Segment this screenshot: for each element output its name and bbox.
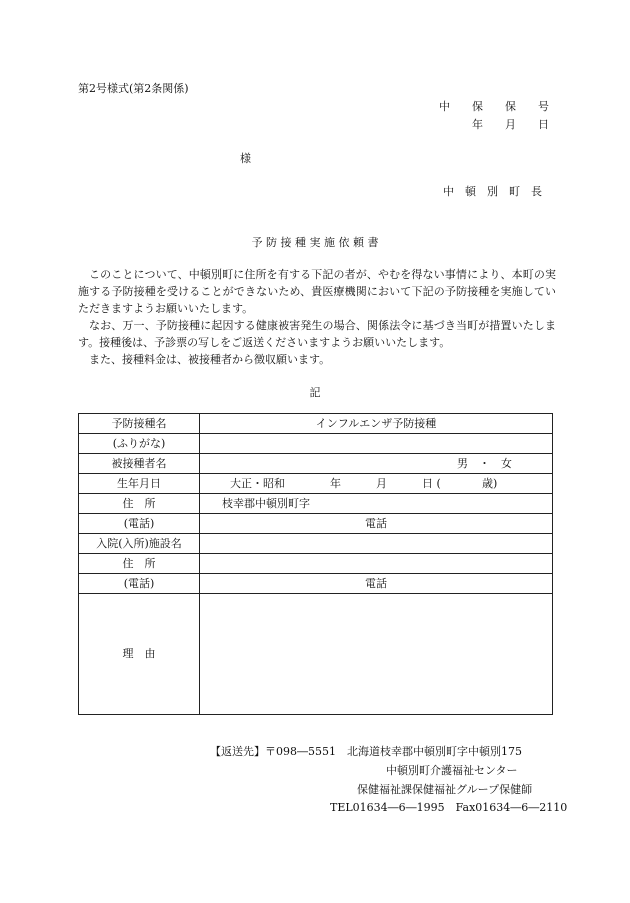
vaccine-name-value: インフルエンザ予防接種	[200, 414, 553, 434]
return-address: 【返送先】〒098―5551 北海道枝幸郡中頓別町字中頓別175	[210, 745, 522, 758]
birthdate-field[interactable]	[200, 474, 553, 494]
month-label: 月	[376, 476, 387, 490]
era-options: 大正・昭和	[230, 476, 285, 490]
row-label: 被接種者名	[79, 454, 200, 474]
facility-name-field[interactable]	[200, 534, 553, 554]
row-label: 生年月日	[79, 474, 200, 494]
row-label: 住 所	[79, 554, 200, 574]
table-row	[79, 514, 553, 534]
table-row	[79, 414, 553, 434]
sex-options: 男 ・ 女	[457, 457, 512, 470]
document-number: 中 保 保 号	[439, 100, 549, 113]
table-row	[79, 574, 553, 594]
addressee: 様	[240, 152, 251, 165]
form-number: 第2号様式(第2条関係)	[78, 82, 189, 95]
table-row	[79, 494, 553, 514]
row-label: (電話)	[79, 574, 200, 594]
phone-field[interactable]: 電話	[200, 514, 553, 534]
body-paragraph: このことについて、中頓別町に住所を有する下記の者が、やむを得ない事情により、本町の実施する予防接種を受けることができないため、貴医療機関において下記の予防接種を実施していただきますようお願いいたします。	[78, 268, 556, 315]
row-label: 入院(入所)施設名	[79, 534, 200, 554]
issuer: 中 頓 別 町 長	[443, 185, 542, 198]
body-paragraph: また、接種料金は、被接種者から徴収願います。	[89, 353, 331, 366]
return-department: 保健福祉課保健福祉グループ保健師	[357, 783, 533, 796]
year-label: 年	[330, 476, 341, 490]
table-row	[79, 434, 553, 454]
facility-address-field[interactable]	[200, 554, 553, 574]
table-row	[79, 454, 553, 474]
table-row	[79, 474, 553, 494]
day-label: 日 (	[422, 476, 441, 490]
body-text	[78, 266, 556, 368]
ki-heading: 記	[309, 386, 321, 399]
patient-name-field[interactable]	[200, 454, 553, 474]
return-contact: TEL01634―6―1995 Fax01634―6―2110	[330, 801, 568, 814]
age-label: 歳)	[482, 476, 498, 490]
reason-field[interactable]	[200, 594, 553, 715]
return-center: 中頓別町介護福祉センター	[386, 764, 518, 777]
document-title: 予 防 接 種 実 施 依 頼 書	[251, 236, 379, 249]
furigana-field[interactable]	[200, 434, 553, 454]
date-line: 年 月 日	[472, 118, 549, 131]
row-label: 予防接種名	[79, 414, 200, 434]
row-label: 住 所	[79, 494, 200, 514]
table-row	[79, 534, 553, 554]
address-field[interactable]: 枝幸郡中頓別町字	[200, 494, 553, 514]
row-label: (電話)	[79, 514, 200, 534]
facility-phone-field[interactable]: 電話	[200, 574, 553, 594]
table-row	[79, 554, 553, 574]
table-row	[79, 594, 553, 715]
row-label: (ふりがな)	[79, 434, 200, 454]
request-form-table	[78, 413, 553, 715]
body-paragraph: なお、万一、予防接種に起因する健康被害発生の場合、関係法令に基づき当町が措置いたします。接種後は、予診票の写しをご返送くださいますようお願いいたします。	[78, 319, 556, 349]
row-label: 理 由	[79, 594, 200, 715]
